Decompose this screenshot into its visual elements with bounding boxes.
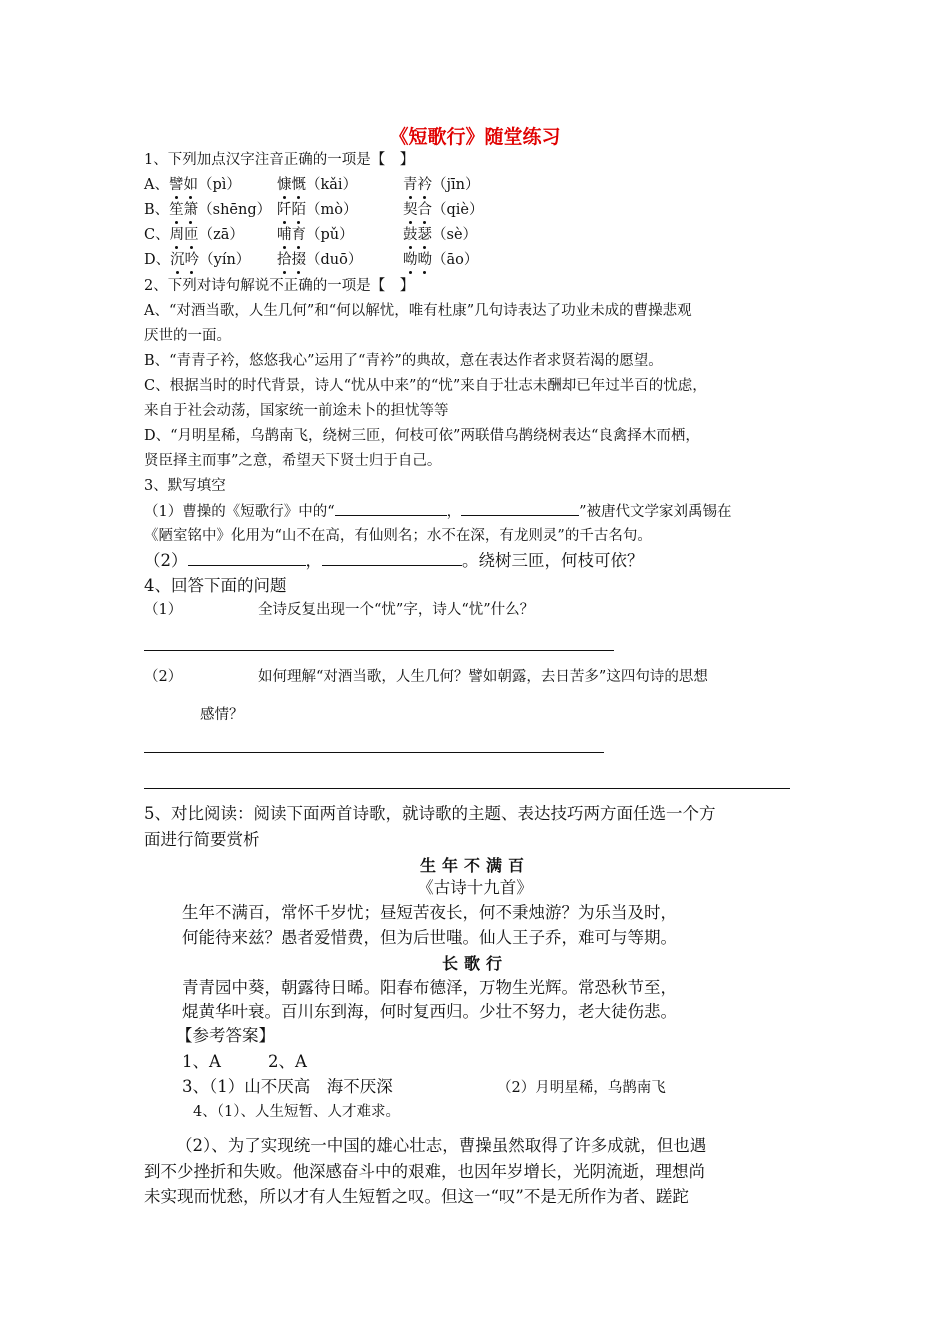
emphasis-char: 匝 — [184, 227, 199, 243]
emphasis-char: 沉 — [170, 252, 185, 268]
poem-1-title: 生年不满百 — [419, 856, 530, 875]
q4-sub-2-text: 如何理解“对酒当歌，人生几何？譬如朝露，去日苦多”这四句诗的思想 — [258, 669, 708, 685]
poem-1-line-2: 何能待来兹？愚者爱惜费，但为后世嗤。仙人王子乔，难可与等期。 — [182, 928, 677, 947]
pinyin: （jīn） — [432, 177, 480, 193]
q1-option-item — [144, 250, 250, 270]
pinyin: （kǎi） — [306, 177, 358, 193]
q1-option-item — [403, 225, 477, 245]
q1-option-item — [403, 250, 478, 270]
answers-heading: 【参考答案】 — [176, 1026, 275, 1045]
q2-option-line: C、根据当时的时代背景，诗人“忧从中来”的“忧”来自于壮志未酬却已年过半百的忧虑， — [144, 378, 707, 394]
q3-l3-text: 。绕树三匝，何枝可依？ — [462, 551, 644, 570]
emphasis-char: 陌 — [291, 202, 306, 218]
emphasis-char: 育 — [291, 227, 306, 243]
q3-line-1 — [144, 501, 732, 522]
q2-option-line: 来自于社会动荡，国家统一前途未卜的担忧等等 — [144, 403, 449, 419]
poem-2-line-2: 焜黄华叶衰。百川东到海，何时复西归。少壮不努力，老大徒伤悲。 — [182, 1002, 677, 1021]
emphasis-char: 呦 — [417, 252, 432, 268]
q3-l1-text-a: （1）曹操的《短歌行》中的“ — [144, 504, 335, 520]
blank-field[interactable] — [322, 551, 462, 566]
option-prefix: A、 — [144, 177, 169, 193]
blank-field[interactable] — [335, 501, 447, 516]
q3-line-2: 《陋室铭中》化用为“山不在高，有仙则名；水不在深，有龙则灵”的千古名句。 — [144, 528, 652, 544]
q1-option-item — [277, 200, 357, 220]
emphasis-char: 阡 — [277, 202, 292, 218]
pinyin: （mò） — [306, 202, 358, 218]
answer-4-2-line-3: 未实现而忧愁，所以才有人生短暂之叹。但这一“叹”不是无所作为者、蹉跎 — [144, 1187, 689, 1206]
q4-sub-2-num: （2） — [144, 669, 183, 685]
q5-line-1: 5、对比阅读：阅读下面两首诗歌，就诗歌的主题、表达技巧两方面任选一个方 — [144, 804, 716, 823]
blank-field[interactable] — [188, 551, 306, 566]
answer-line[interactable] — [144, 650, 614, 651]
q1-option-item — [277, 225, 354, 245]
q2-stem: 2、下列对诗句解说不正确的一项是【 】 — [144, 278, 415, 294]
q4-sub-2-cont: 感情？ — [200, 707, 244, 723]
answer-line[interactable] — [144, 788, 790, 789]
poem-2-title: 长歌行 — [441, 954, 508, 973]
q1-option-item — [277, 175, 357, 195]
q2-option-line: D、“月明星稀，乌鹊南飞，绕树三匝，何枝可依”两联借乌鹊绕树表达“良禽择木而栖， — [144, 428, 700, 444]
pinyin: （duō） — [306, 252, 363, 268]
answer-line[interactable] — [144, 752, 604, 753]
q1-option-item — [403, 200, 484, 220]
q2-option-line: B、“青青子衿，悠悠我心”运用了“青衿”的典故，意在表达作者求贤若渴的愿望。 — [144, 353, 663, 369]
q4-stem: 4、回答下面的问题 — [144, 576, 287, 595]
q3-l3-sep: ， — [305, 551, 322, 570]
pinyin: （zā） — [198, 227, 244, 243]
answer-3-1: 3、（1）山不厌高 海不厌深 — [182, 1077, 393, 1096]
q3-line-3 — [144, 549, 644, 573]
option-prefix: C、 — [144, 227, 170, 243]
q3-l3-num: （2） — [144, 551, 188, 570]
pinyin: （pǔ） — [306, 227, 354, 243]
answer-1: 1、A — [182, 1052, 221, 1071]
emphasis-char: 箫 — [183, 202, 199, 218]
q3-l1-text-b: ”被唐代文学家刘禹锡在 — [579, 504, 732, 520]
pinyin: （yín） — [199, 252, 251, 268]
q4-sub-1-text: 全诗反复出现一个“忧”字，诗人“忧”什么？ — [258, 602, 535, 618]
q2-option-line: A、“对酒当歌，人生几何”和“何以解忧，唯有杜康”几句诗表达了功业未成的曹操悲观 — [144, 303, 692, 319]
q1-option-item — [403, 175, 479, 195]
pinyin: （pì） — [197, 177, 241, 193]
emphasis-char: 青 — [403, 177, 418, 193]
q4-sub-1-num: （1） — [144, 602, 183, 618]
emphasis-char: 周 — [169, 227, 185, 243]
q3-stem: 3、默写填空 — [144, 478, 226, 494]
emphasis-char: 哺 — [277, 227, 292, 243]
poem-1-line-1: 生年不满百，常怀千岁忧；昼短苦夜长，何不秉烛游？为乐当及时， — [182, 903, 677, 922]
emphasis-char: 笙 — [169, 202, 184, 218]
emphasis-char: 吟 — [184, 252, 200, 268]
q2-option-line: 厌世的一面。 — [144, 328, 231, 344]
blank-field[interactable] — [461, 501, 579, 516]
answer-4-1: 4、（1）、人生短暂、人才难求。 — [193, 1104, 400, 1120]
option-prefix: D、 — [144, 252, 171, 268]
q1-option-item — [144, 225, 244, 245]
answer-3-2: （2）月明星稀，乌鹊南飞 — [497, 1080, 666, 1096]
poem-2-line-1: 青青园中葵，朝露待日晞。阳春布德泽，万物生光辉。常恐秋节至， — [182, 978, 677, 997]
emphasis-char: 衿 — [417, 177, 432, 193]
answer-4-2-line-2: 到不少挫折和失败。他深感奋斗中的艰难，也因年岁增长，光阴流逝，理想尚 — [144, 1162, 705, 1181]
answer-2: 2、A — [268, 1052, 307, 1071]
emphasis-char: 呦 — [403, 252, 418, 268]
emphasis-char: 鼓 — [403, 227, 418, 243]
pinyin: （shēng） — [198, 202, 272, 218]
q1-stem: 1、下列加点汉字注音正确的一项是【 】 — [144, 152, 415, 168]
q1-option-item — [144, 200, 271, 220]
emphasis-char: 慷 — [277, 177, 292, 193]
pinyin: （sè） — [432, 227, 478, 243]
option-prefix: B、 — [144, 202, 170, 218]
pinyin: （āo） — [432, 252, 479, 268]
answer-4-2-line-1: （2）、为了实现统一中国的雄心壮志，曹操虽然取得了许多成就，但也遇 — [176, 1136, 707, 1155]
emphasis-char: 合 — [417, 202, 432, 218]
q2-option-line: 贤臣择主而事”之意，希望天下贤士归于自己。 — [144, 453, 442, 469]
q1-option-item — [144, 175, 241, 195]
emphasis-char: 如 — [183, 177, 198, 193]
q1-option-item — [277, 250, 362, 270]
emphasis-char: 掇 — [291, 252, 306, 268]
emphasis-char: 契 — [403, 202, 418, 218]
q5-line-2: 面进行简要赏析 — [144, 830, 260, 849]
q3-l1-sep: ， — [446, 504, 462, 520]
emphasis-char: 慨 — [291, 177, 306, 193]
pinyin: （qiè） — [432, 202, 484, 218]
emphasis-char: 瑟 — [417, 227, 432, 243]
emphasis-char: 譬 — [168, 177, 184, 193]
page-title: 《短歌行》随堂练习 — [389, 126, 561, 148]
poem-1-source: 《古诗十九首》 — [417, 878, 533, 897]
emphasis-char: 拾 — [277, 252, 292, 268]
